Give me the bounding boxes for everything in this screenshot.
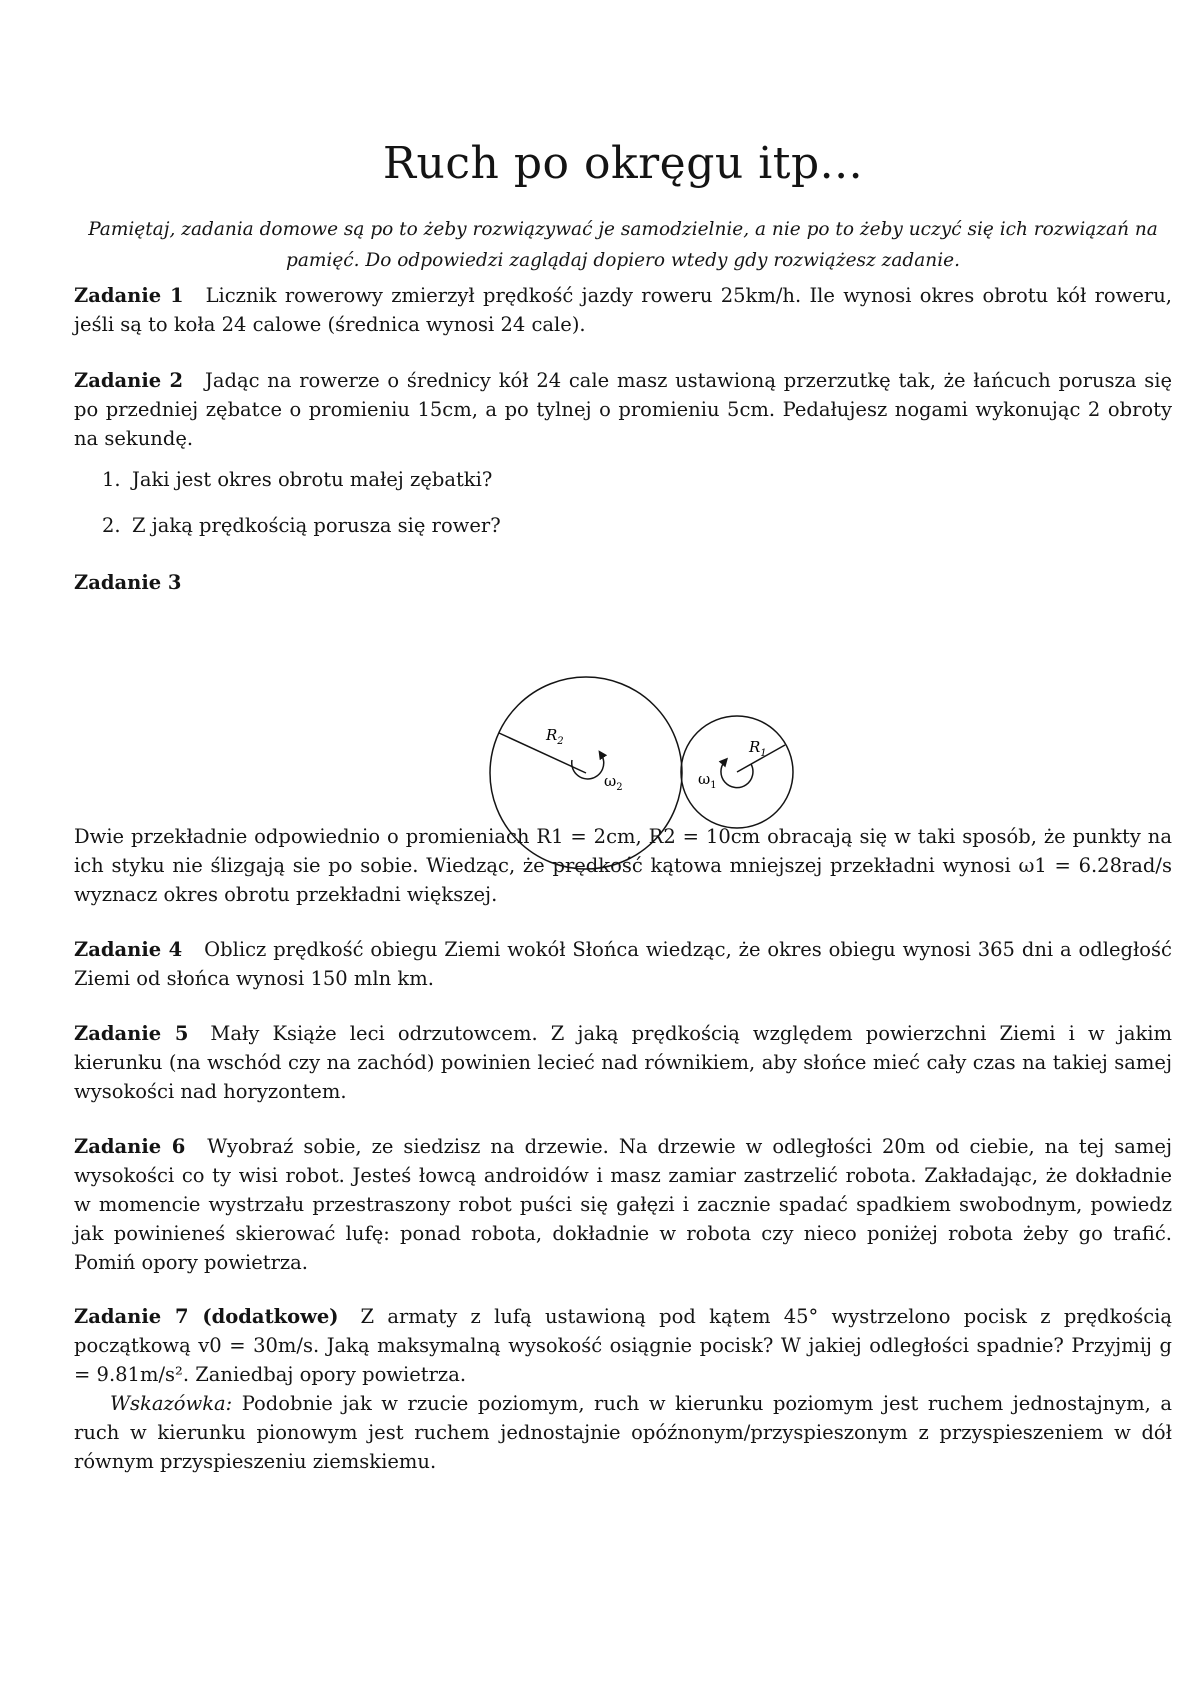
small-omega-label: $\omega_1$ (698, 770, 717, 791)
task-4 (74, 935, 1172, 993)
task-3-heading (74, 568, 1172, 597)
page-title: Ruch po okręgu itp... (382, 138, 864, 189)
task-2-text: Jadąc na rowerze o średnicy kół 24 cale masz ustawioną przerzutkę tak, że łańcuch porusza się po przedniej zębatce o promieniu 15cm, a po tylnej o promieniu 5cm. Pedałujesz nogami wykonując 2 obroty na sekundę. (74, 369, 1172, 450)
task-4-label: Zadanie 4 (74, 938, 183, 961)
intro-note: Pamiętaj, zadania domowe są po to żeby rozwiązywać je samodzielnie, a nie po to żeby uczyć się ich rozwiązań na pamięć. Do odpowiedzi zaglądaj dopiero wtedy gdy rozwiążesz zadanie. (88, 219, 1158, 271)
task-2-item-2-text: Z jaką prędkością porusza się rower? (132, 514, 501, 537)
task-1-label: Zadanie 1 (74, 284, 184, 307)
task-2 (74, 366, 1172, 453)
task-2-item-2-number: 2. (102, 514, 121, 537)
task-3-text: Dwie przekładnie odpowiednio o promieniach R1 = 2cm, R2 = 10cm obracają się w taki sposób, że punkty na ich styku nie ślizgają sie po sobie. Wiedząc, że prędkość kątowa mniejszej przekładni wynosi ω1 = 6.28rad/s wyznacz okres obrotu przekładni większej. (74, 825, 1172, 906)
large-gear-rotation-arrow (572, 754, 604, 779)
large-omega-label: $\omega_2$ (604, 772, 623, 793)
task-3-label: Zadanie 3 (74, 571, 182, 594)
task-6-label: Zadanie 6 (74, 1135, 186, 1158)
large-radius-label: $R_2$ (546, 726, 564, 747)
small-radius-label: $R_1$ (749, 738, 767, 759)
task-5-label: Zadanie 5 (74, 1022, 189, 1045)
task-1-text: Licznik rowerowy zmierzył prędkość jazdy roweru 25km/h. Ile wynosi okres obrotu kół roweru, jeśli są to koła 24 calowe (średnica wynosi 24 cale). (74, 284, 1172, 336)
task-7-hint-label: Wskazówka: (110, 1392, 233, 1415)
large-gear-radius (499, 733, 586, 773)
task-7-hint (74, 1389, 1172, 1476)
task-2-label: Zadanie 2 (74, 369, 184, 392)
task-7 (74, 1302, 1172, 1389)
task-7-text: Z armaty z lufą ustawioną pod kątem 45° wystrzelono pocisk z prędkością początkową v0 = 30m/s. Jaką maksymalną wysokość osiągnie pocisk? W jakiej odległości spadnie? Przyjmij g = 9.81m/s². Zaniedbaj opory powietrza. (74, 1305, 1172, 1386)
task-7-hint-text: Podobnie jak w rzucie poziomym, ruch w kierunku poziomym jest ruchem jednostajnym, a ruch w kierunku pionowym jest ruchem jednostajnie opóźnonym/przyspieszonym z przyspieszeniem w dół równym przyspieszeniu ziemskiemu. (74, 1392, 1172, 1473)
task-2-item-1-text: Jaki jest okres obrotu małej zębatki? (132, 468, 493, 491)
task-2-item-2 (102, 511, 501, 540)
task-4-text: Oblicz prędkość obiegu Ziemi wokół Słońca wiedząc, że okres obiegu wynosi 365 dni a odległość Ziemi od słońca wynosi 150 mln km. (74, 938, 1172, 990)
task-2-item-1 (102, 465, 492, 494)
task-6 (74, 1132, 1172, 1277)
task-5-text: Mały Książe leci odrzutowcem. Z jaką prędkością względem powierzchni Ziemi i w jakim kierunku (na wschód czy na zachód) powinien lecieć nad równikiem, aby słońce mieć cały czas na takiej samej wysokości nad horyzontem. (74, 1022, 1172, 1103)
task-7-label: Zadanie 7 (dodatkowe) (74, 1305, 339, 1328)
task-5 (74, 1019, 1172, 1106)
task-6-text: Wyobraź sobie, ze siedzisz na drzewie. Na drzewie w odległości 20m od ciebie, na tej samej wysokości co ty wisi robot. Jesteś łowcą androidów i masz zamiar zastrzelić robota. Zakładając, że dokładnie w momencie wystrzału przestraszony robot puści się gałęzi i zacznie spadać spadkiem swobodnym, powiedz jak powinieneś skierować lufę: ponad robota, dokładnie w robota czy nieco poniżej robota żeby go trafić. Pomiń opory powietrza. (74, 1135, 1172, 1274)
task-2-item-1-number: 1. (102, 468, 121, 491)
task-1 (74, 281, 1172, 339)
